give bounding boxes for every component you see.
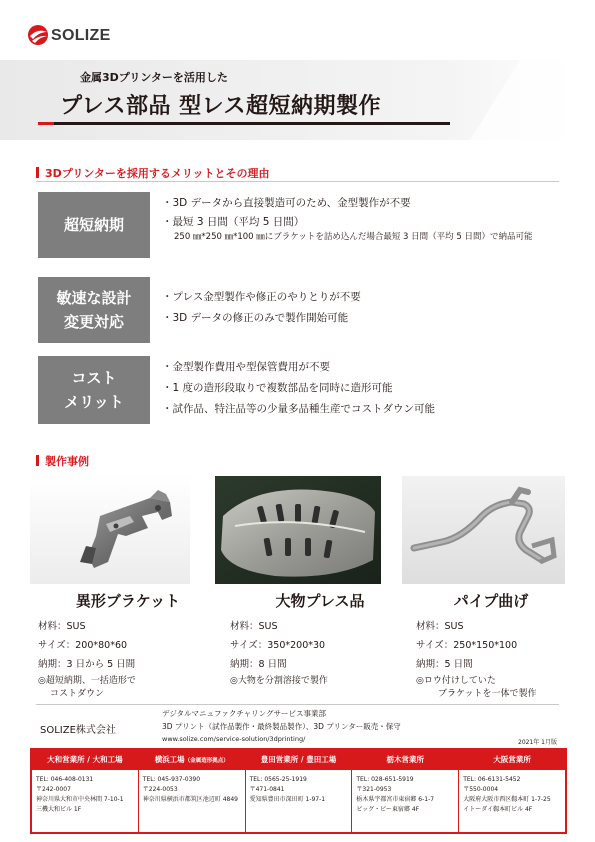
office-name: 大阪営業所 [459, 750, 565, 770]
office-address [459, 770, 565, 815]
office-phone: TEL: 046-408-0131 [36, 776, 94, 783]
merit-bullet: ・金型製作費用や型保管費用が不要 [162, 361, 330, 373]
case-large-press [230, 590, 410, 687]
office-address-line: イトーダイ靱本町ビル 4F [463, 806, 533, 813]
case-lead-time: 納期：3 日から 5 日間 [38, 659, 136, 670]
badge-label: メリット [64, 393, 124, 411]
solize-logo-mark-icon [27, 24, 49, 46]
office-postcode: 〒242-0007 [36, 786, 71, 793]
office-yamato [32, 750, 139, 832]
office-address [139, 770, 245, 805]
case-name: パイプ曲げ [453, 592, 529, 610]
case-lead-time: 納期：8 日間 [230, 659, 287, 670]
office-name: 豊田営業所 / 豊田工場 [246, 750, 352, 770]
case-size: サイズ：200*80*60 [38, 640, 128, 651]
office-address-line: 愛知県豊田市深田町 1-97-1 [249, 796, 326, 803]
office-phone: TEL: 028-651-5919 [356, 776, 414, 783]
office-postcode: 〒224-0053 [142, 786, 178, 793]
services-text: 3D プリント（試作品製作・最終製品製作）、3D プリンター販売・保守 [162, 722, 401, 731]
footer-rule [36, 704, 559, 705]
bracket-image [30, 476, 190, 584]
office-name: 大和営業所 / 大和工場 [32, 750, 138, 770]
office-address-line: ビッグ・ビー東宿郷 4F [356, 806, 420, 813]
merit-bullet: ・試作品、特注品等の少量多品種生産でコストダウン可能 [162, 403, 435, 415]
photo-pipe-bend [402, 476, 565, 584]
case-material: 材料：SUS [230, 621, 278, 632]
merit-list-short-lead-time [162, 193, 532, 244]
badge-label: 敏速な設計 [56, 289, 132, 307]
department-name: デジタルマニュファクチャリングサービス事業部 [162, 709, 327, 718]
office-name: 横浜工場（金属造形拠点） [139, 750, 245, 770]
case-material: 材料：SUS [38, 621, 86, 632]
cases-heading: 製作事例 [36, 453, 89, 469]
case-lead-time: 納期：5 日間 [416, 659, 473, 670]
office-address-line: 大阪府大阪市西区靱本町 1-7-25 [463, 796, 551, 803]
case-material: 材料：SUS [416, 621, 464, 632]
badge-label: コスト [71, 369, 117, 387]
badge-fast-design-change [38, 277, 150, 343]
badge-label: 超短納期 [63, 216, 124, 234]
office-table [30, 748, 567, 834]
merit-bullet: ・3D データから直接製造可のため、金型製作が不要 [162, 197, 411, 209]
page-subtitle: 金属3Dプリンターを活用した [80, 71, 228, 84]
office-postcode: 〒550-0004 [463, 786, 499, 793]
case-name: 大物プレス品 [275, 592, 365, 610]
office-address-line: 栃木県宇都宮市東宿郷 6-1-7 [356, 796, 435, 803]
office-address [32, 770, 138, 815]
title-underline [38, 122, 450, 125]
merit-bullet: ・1 度の造形段取りで複数部品を同時に造形可能 [162, 382, 393, 394]
office-phone: TEL: 0565-25-1919 [249, 776, 307, 783]
office-toyota [246, 750, 353, 832]
office-postcode: 〒321-0953 [356, 786, 392, 793]
office-name: 栃木営業所 [352, 750, 458, 770]
case-size: サイズ：350*200*30 [230, 640, 326, 651]
case-note: ◎大物を分割溶接で製作 [230, 676, 328, 686]
pipe-image [402, 476, 565, 584]
office-address-line: 神奈川県大和市中央林間 7-10-1 [36, 796, 124, 803]
company-name: SOLIZE株式会社 [40, 725, 116, 736]
case-name: 異形ブラケット [75, 592, 181, 610]
office-tochigi [352, 750, 459, 832]
merits-rule [36, 181, 559, 182]
badge-label: 変更対応 [63, 313, 124, 331]
case-size: サイズ：250*150*100 [416, 640, 518, 651]
case-note: コストダウン [50, 689, 105, 699]
case-bracket [38, 590, 218, 700]
solize-logo [27, 24, 127, 48]
page-title: プレス部品 型レス超短納期製作 [60, 94, 381, 119]
office-address [246, 770, 352, 805]
section-marker [36, 455, 39, 466]
office-address [352, 770, 458, 815]
case-note: ブラケットを一体で製作 [438, 689, 537, 699]
section-marker [36, 167, 39, 178]
badge-short-lead-time [38, 192, 150, 258]
photo-bracket [30, 476, 190, 584]
office-osaka [459, 750, 565, 832]
badge-cost-merit [38, 356, 150, 424]
office-yokohama [139, 750, 246, 832]
case-note: ◎超短納期、一括造形で [38, 676, 136, 686]
merit-note: 250 ㎜*250 ㎜*100 ㎜にブラケットを詰め込んだ場合最短 3 日間（平均 5 日間）で納品可能 [174, 232, 533, 242]
office-address-line: 神奈川県横浜市都筑区池辺町 4849 [142, 796, 238, 803]
case-note: ◎ロウ付けしていた [416, 676, 496, 686]
title-underline-accent [38, 122, 54, 125]
merit-list-cost [162, 357, 435, 420]
edition-date: 2021年 1月版 [518, 739, 557, 746]
office-phone: TEL: 06-6131-5452 [463, 776, 521, 783]
website-link[interactable]: www.solize.com/service-solution/3dprinting/ [162, 735, 306, 743]
merit-bullet: ・プレス金型製作や修正のやりとりが不要 [162, 291, 361, 303]
merit-bullet: ・最短 3 日間（平均 5 日間） [162, 216, 305, 228]
office-postcode: 〒471-0841 [249, 786, 285, 793]
case-pipe [416, 590, 566, 700]
merit-bullet: ・3D データの修正のみで製作開始可能 [162, 312, 349, 324]
merit-list-fast-design-change [162, 287, 361, 329]
office-address-line: 三機大和ビル 1F [36, 806, 82, 813]
office-phone: TEL: 045-937-0390 [142, 776, 201, 783]
press-part-image [215, 476, 381, 584]
logo-wordmark: SOLIZE [51, 27, 111, 44]
merits-heading: 3Dプリンターを採用するメリットとその理由 [36, 165, 269, 181]
photo-large-press-part [215, 476, 381, 584]
